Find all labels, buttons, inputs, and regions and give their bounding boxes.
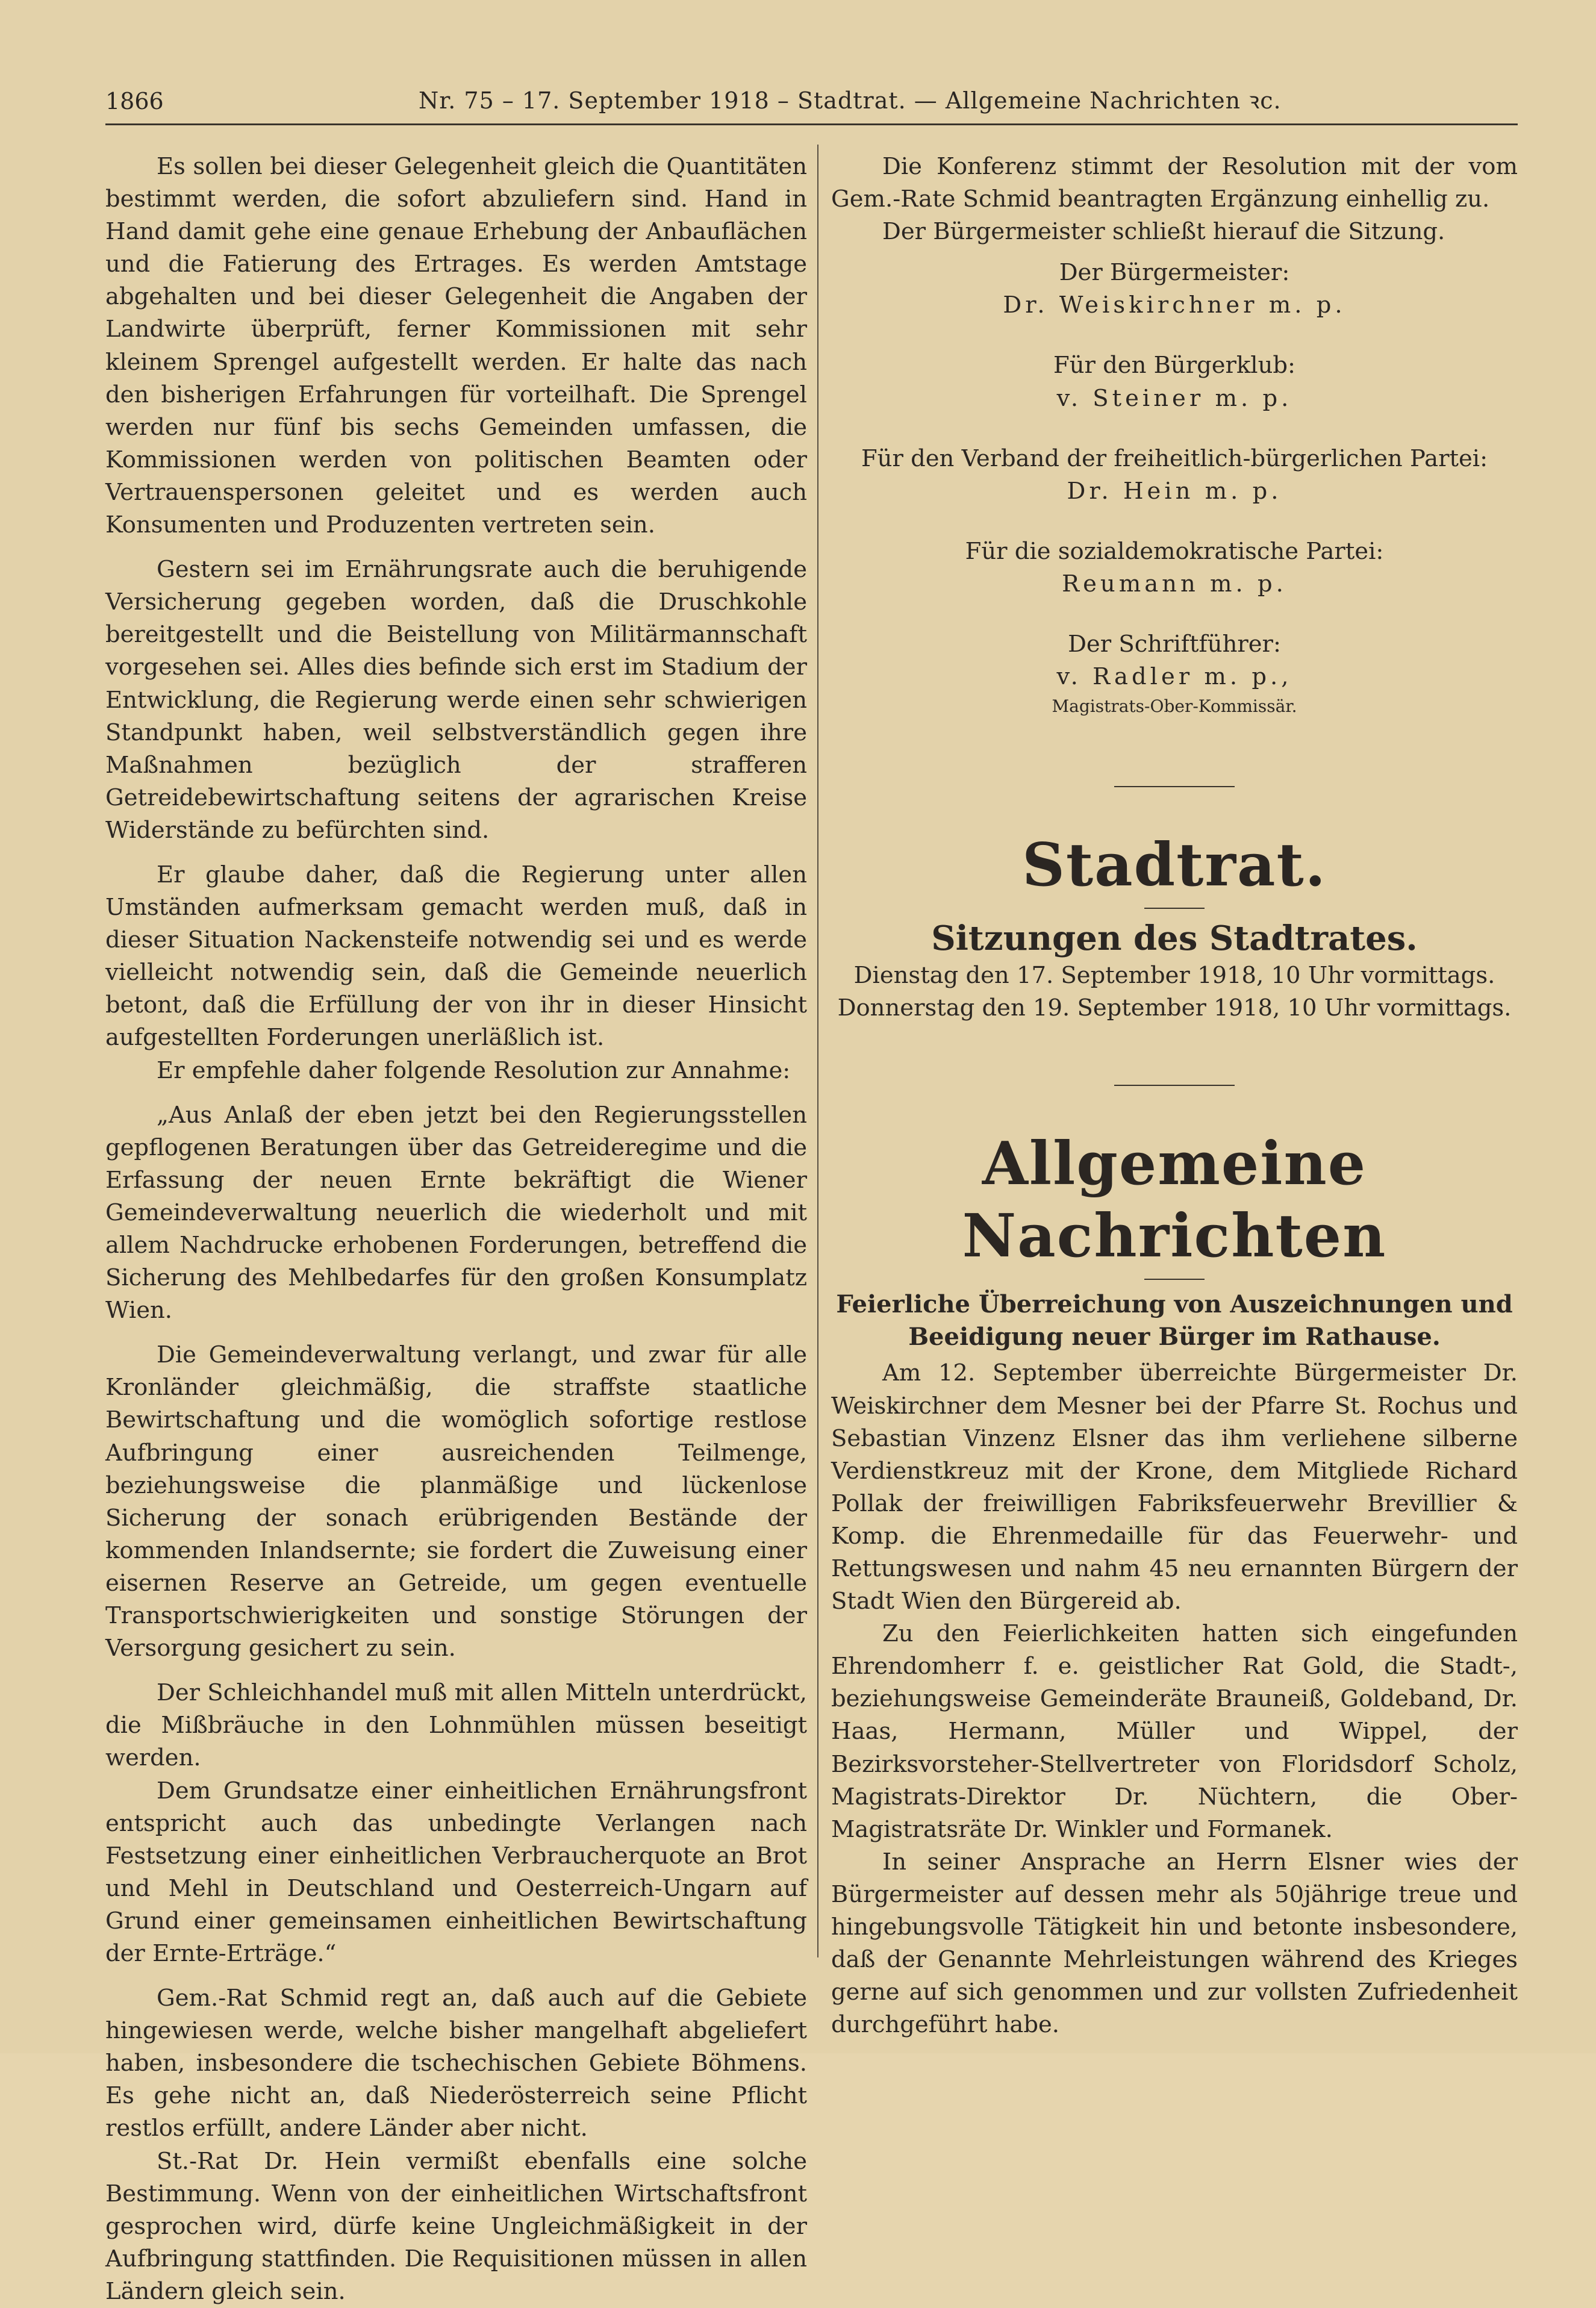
signature-name: Dr. Hein m. p. bbox=[1067, 477, 1282, 505]
section-divider bbox=[1114, 786, 1235, 787]
nachrichten-section bbox=[831, 1128, 1518, 2041]
page-header bbox=[105, 77, 1518, 119]
paragraph: Es sollen bei dieser Gelegenheit gleich die Quantitäten bestimmt werden, die sofort abzuliefern sind. Hand in Hand damit gehe eine genaue Erhebung der Anbauflächen und die Fatierung des Ertrages. Es werden Amtstage abgehalten und bei dieser Gelegenheit die Angaben der Landwirte überprüft, ferner Kommissionen mit sehr kleinem Sprengel aufgestellt werden. Er halte das nach den bisherigen Erfahrungen für vorteilhaft. Die Sprengel werden nur fünf bis sechs Gemeinden umfassen, die Kommissionen werden von politischen Beamten oder Vertrauenspersonen geleitet und es werden auch Konsumenten und Produzenten vertreten sein. bbox=[105, 153, 807, 539]
paragraph: St.-Rat Dr. Hein vermißt ebenfalls eine solche Bestimmung. Wenn von der einheitlichen Wirtschaftsfront gesprochen wird, dürfe keine Ungleichmäßigkeit in der Aufbringung stattfinden. Die Requisitionen müssen in allen Ländern gleich sein. bbox=[105, 2147, 807, 2305]
paragraph: Zu den Feierlichkeiten hatten sich eingefunden Ehrendomherr f. e. geistlicher Rat Gold, die Stadt-, beziehungsweise Gemeinderäte Brauneiß, Goldeband, Dr. Haas, Hermann, Müller und Wippel, der Bezirksvorsteher-Stellvertreter von Floridsdorf Scholz, Magistrats-Direktor Dr. Nüchtern, die Ober-Magistratsräte Dr. Winkler und Formanek. bbox=[831, 1620, 1518, 1843]
resolution-paragraph: „Aus Anlaß der eben jetzt bei den Regierungsstellen gepflogenen Beratungen über das Getreideregime und die Erfassung der neuen Ernte bekräftigt die Wiener Gemeindeverwaltung neuerlich die wiederholt und mit allem Nachdrucke erhobenen Forderungen, betreffend die Sicherung des Mehlbedarfes für den großen Konsumplatz Wien. bbox=[105, 1101, 807, 1324]
paragraph: Die Konferenz stimmt der Resolution mit der vom Gem.-Rate Schmid beantragten Ergänzung einhellig zu. bbox=[831, 153, 1518, 213]
signature-role: Für den Verband der freiheitlich-bürgerlichen Partei: bbox=[861, 444, 1488, 472]
paragraph: Gem.-Rat Schmid regt an, daß auch auf die Gebiete hingewiesen werde, welche bisher mangelhaft abgeliefert haben, insbesondere die tschechischen Gebiete Böhmens. Es gehe nicht an, daß Niederösterreich seine Pflicht restlos erfüllt, andere Länder aber nicht. bbox=[105, 1985, 807, 2142]
section-subtitle: Sitzungen des Stadtrates. bbox=[931, 919, 1418, 959]
signature-role: Der Bürgermeister: bbox=[1059, 259, 1290, 287]
left-column bbox=[105, 151, 807, 2308]
paragraph: Der Bürgermeister schließt hierauf die Sitzung. bbox=[882, 218, 1445, 246]
section-divider bbox=[1114, 1085, 1235, 1086]
signature-title: Magistrats-Ober-Kommissär. bbox=[1052, 696, 1297, 717]
signature-name: Reumann m. p. bbox=[1062, 570, 1287, 597]
running-head: Nr. 75 – 17. September 1918 – Stadtrat. — Allgemeine Nachrichten ꝛc. bbox=[419, 87, 1282, 114]
title-underline bbox=[1144, 908, 1205, 909]
section-title-nachrichten: Allgemeine Nachrichten bbox=[962, 1129, 1387, 1271]
article-title: Beeidigung neuer Bürger im Rathause. bbox=[908, 1323, 1441, 1352]
resolution-paragraph: Dem Grundsatze einer einheitlichen Ernährungsfront entspricht auch das unbedingte Verlangen nach Festsetzung einer einheitlichen Verbraucherquote an Brot und Mehl in Deutschland und Oesterreich-Ungarn auf Grund einer gemeinsamen einheitlichen Bewirtschaftung der Ernte-Erträge.“ bbox=[105, 1777, 807, 1967]
signature-block bbox=[831, 257, 1518, 720]
signature-name: Dr. Weiskirchner m. p. bbox=[1003, 292, 1346, 319]
paragraph: Er glaube daher, daß die Regierung unter allen Umständen aufmerksam gemacht werden muß, daß in dieser Situation Nackensteife notwendig sei und es werde vielleicht notwendig sein, daß die Gemeinde neuerlich betont, daß die Erfüllung der von ihr in dieser Hinsicht aufgestellten Forderungen unerläßlich ist. bbox=[105, 861, 807, 1052]
meeting-date: Donnerstag den 19. September 1918, 10 Uhr vormittags. bbox=[837, 994, 1512, 1022]
page-number: 1866 bbox=[105, 88, 164, 114]
signature-name: v. Radler m. p., bbox=[1056, 663, 1292, 691]
meeting-date: Dienstag den 17. September 1918, 10 Uhr vormittags. bbox=[853, 962, 1495, 990]
column-rule bbox=[817, 145, 818, 1957]
resolution-paragraph: Der Schleichhandel muß mit allen Mitteln unterdrückt, die Mißbräuche in den Lohnmühlen müssen beseitigt werden. bbox=[105, 1679, 808, 1772]
paragraph: In seiner Ansprache an Herrn Elsner wies der Bürgermeister auf dessen mehr als 50jährige treue und hingebungsvolle Tätigkeit hin und betonte insbesondere, daß der Genannte Mehrleistungen während des Krieges gerne auf sich genommen und zur vollsten Zufriedenheit durchgeführt habe. bbox=[831, 1848, 1518, 2039]
paragraph: Gestern sei im Ernährungsrate auch die beruhigende Versicherung gegeben worden, daß die Druschkohle bereitgestellt und die Beistellung von Militärmannschaft vorgesehen sei. Alles dies befinde sich erst im Stadium der Entwicklung, die Regierung werde einen sehr schwierigen Standpunkt haben, weil selbstverständlich gegen ihre Maßnahmen bezüglich der strafferen Getreidebewirtschaftung seitens der agrarischen Kreise Widerstände zu befürchten sind. bbox=[105, 556, 807, 844]
right-column bbox=[831, 151, 1518, 2041]
signature-role: Für den Bürgerklub: bbox=[1053, 352, 1295, 379]
paragraph: Er empfehle daher folgende Resolution zur Annahme: bbox=[157, 1056, 791, 1084]
signature-role: Der Schriftführer: bbox=[1068, 631, 1281, 658]
paragraph: Am 12. September überreichte Bürgermeister Dr. Weiskirchner dem Mesner bei der Pfarre St. Rochus und Sebastian Vinzenz Elsner das ihm verliehene silberne Verdienstkreuz mit der Krone, dem Mitgliede Richard Pollak der freiwilligen Fabriksfeuerwehr Brevillier & Komp. die Ehrenmedaille für das Feuerwehr- und Rettungswesen und nahm 45 neu ernannten Bürgern der Stadt Wien den Bürgereid ab. bbox=[831, 1359, 1518, 1615]
section-title-stadtrat: Stadtrat. bbox=[1022, 831, 1327, 900]
signature-name: v. Steiner m. p. bbox=[1056, 384, 1292, 412]
header-rule bbox=[105, 123, 1518, 125]
article-title: Feierliche Überreichung von Auszeichnungen und bbox=[836, 1290, 1513, 1319]
resolution-paragraph: Die Gemeindeverwaltung verlangt, und zwar für alle Kronländer gleichmäßig, die straffste staatliche Bewirtschaftung und die womöglich sofortige restlose Aufbringung einer ausreichenden Teilmenge, beziehungsweise die planmäßige und lückenlose Sicherung der sonach erübrigenden Bestände der kommenden Inlandsernte; sie fordert die Zuweisung einer eisernen Reserve an Getreide, um gegen eventuelle Transportschwierigkeiten und sonstige Störungen der Versorgung gesichert zu sein. bbox=[105, 1341, 807, 1662]
stadtrat-section bbox=[831, 829, 1518, 1025]
title-underline bbox=[1144, 1279, 1205, 1280]
signature-role: Für die sozialdemokratische Partei: bbox=[965, 537, 1384, 565]
